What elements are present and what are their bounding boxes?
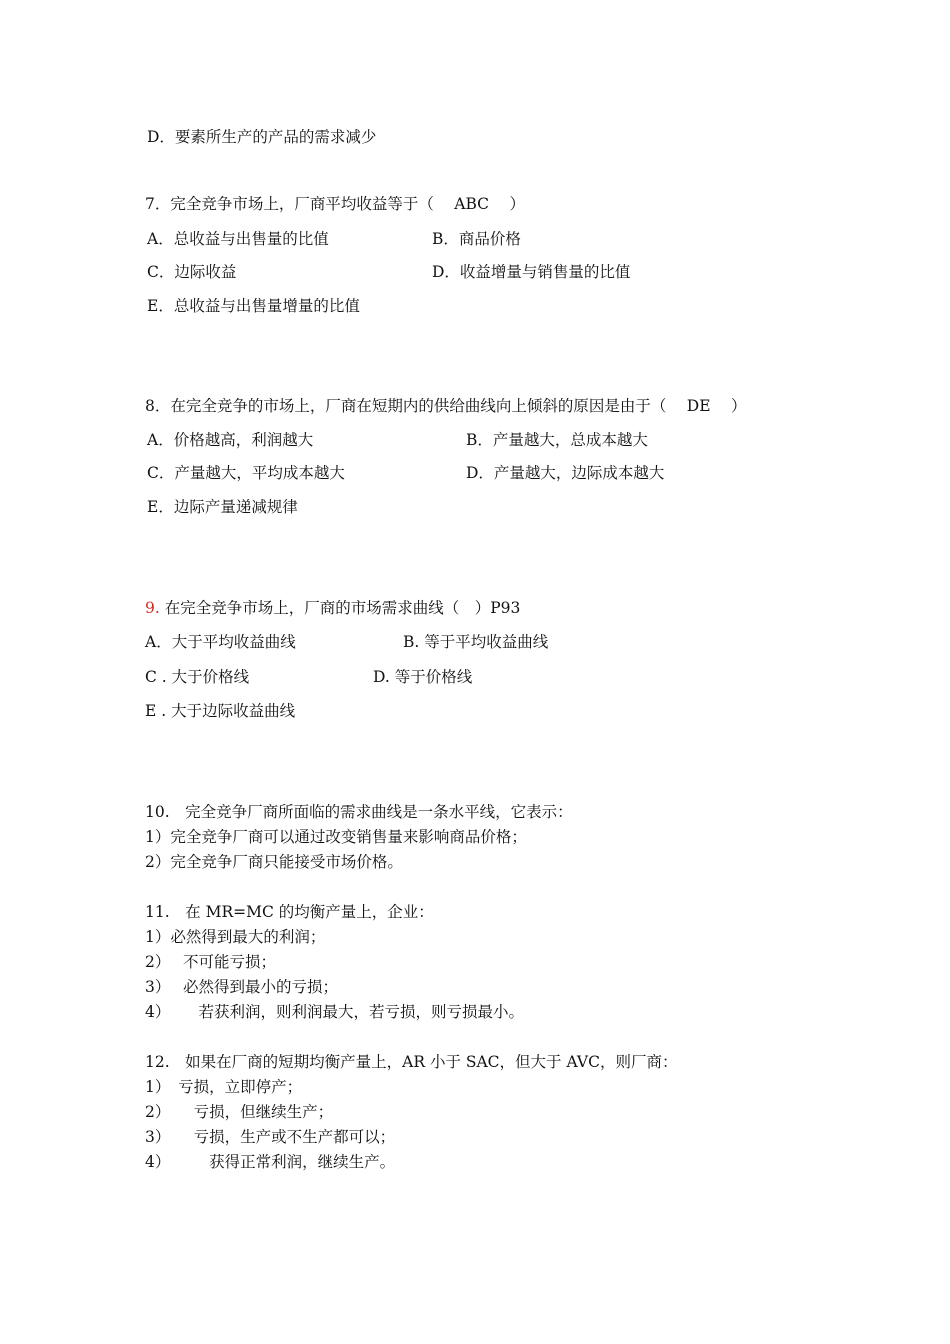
q9-option-b: B. 等于平均收益曲线	[403, 633, 549, 651]
q8-option-b: B．产量越大，总成本越大	[466, 431, 648, 449]
q10-option-2: 2）完全竞争厂商只能接受市场价格。	[145, 853, 403, 871]
q11-option-3: 3） 必然得到最小的亏损；	[145, 978, 339, 996]
q8-option-c: C．产量越大，平均成本越大	[147, 464, 345, 482]
q11-question: 11. 在 MR=MC 的均衡产量上，企业：	[145, 903, 434, 921]
q8-option-e: E．边际产量递减规律	[147, 498, 298, 516]
q9-option-a: A．大于平均收益曲线	[145, 633, 296, 651]
q7-option-a: A．总收益与出售量的比值	[147, 230, 329, 248]
q10-option-1: 1）完全竞争厂商可以通过改变销售量来影响商品价格；	[145, 828, 527, 846]
q11-option-4: 4） 若获利润，则利润最大，若亏损，则亏损最小。	[145, 1003, 525, 1021]
q12-option-2: 2） 亏损，但继续生产；	[145, 1103, 334, 1121]
q8-option-a: A．价格越高，利润越大	[147, 431, 314, 449]
q6-option-d: D．要素所生产的产品的需求减少	[147, 128, 377, 146]
q7-question: 7．完全竞争市场上，厂商平均收益等于（ ABC ）	[145, 195, 525, 213]
q8-option-d: D．产量越大，边际成本越大	[466, 464, 665, 482]
q9-option-c: C . 大于价格线	[145, 668, 250, 686]
q7-option-c: C．边际收益	[147, 263, 237, 281]
q9-question-line	[145, 598, 520, 618]
q9-question: 在完全竞争市场上，厂商的市场需求曲线（ ）P93	[159, 599, 521, 617]
q7-option-e: E．总收益与出售量增量的比值	[147, 297, 360, 315]
q8-question: 8．在完全竞争的市场上，厂商在短期内的供给曲线向上倾斜的原因是由于（ DE ）	[145, 397, 747, 415]
q9-number: 9.	[145, 599, 160, 617]
q12-option-1: 1） 亏损，立即停产；	[145, 1078, 303, 1096]
q12-question: 12. 如果在厂商的短期均衡产量上，AR 小于 SAC，但大于 AVC，则厂商：	[145, 1053, 678, 1071]
q9-option-e: E . 大于边际收益曲线	[145, 702, 296, 720]
q7-option-b: B．商品价格	[432, 230, 521, 248]
q9-option-d: D. 等于价格线	[373, 668, 473, 686]
q11-option-2: 2） 不可能亏损；	[145, 953, 277, 971]
q12-option-4: 4） 获得正常利润，继续生产。	[145, 1153, 396, 1171]
q7-option-d: D．收益增量与销售量的比值	[432, 263, 631, 281]
q12-option-3: 3） 亏损，生产或不生产都可以；	[145, 1128, 396, 1146]
q10-question: 10. 完全竞争厂商所面临的需求曲线是一条水平线，它表示：	[145, 803, 573, 821]
q11-option-1: 1）必然得到最大的利润；	[145, 928, 326, 946]
